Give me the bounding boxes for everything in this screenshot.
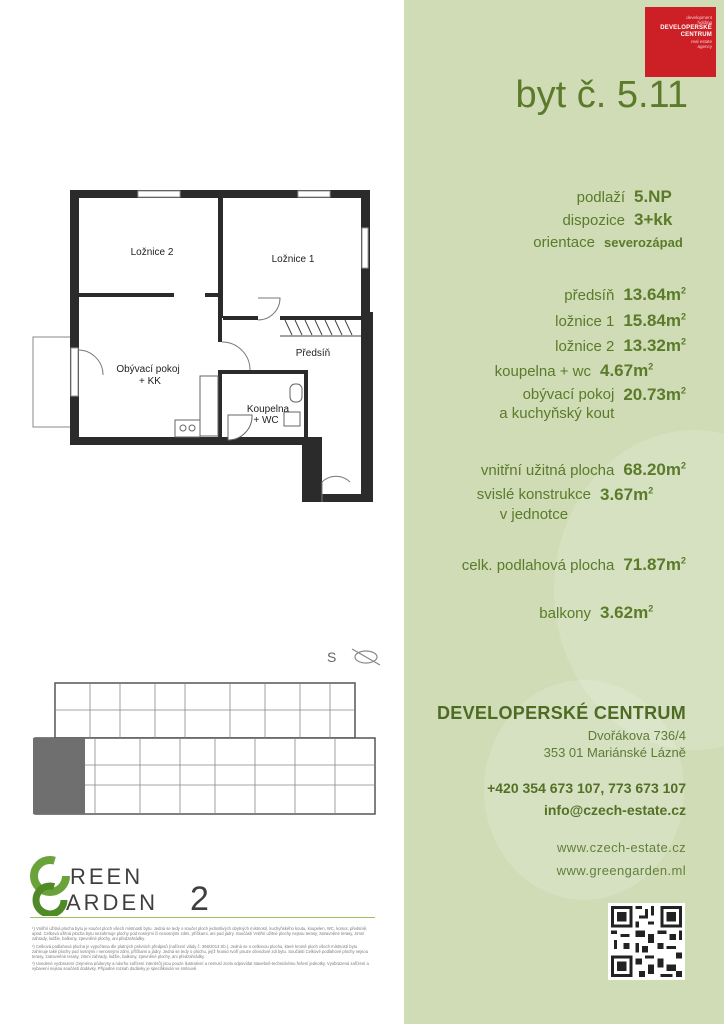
info-row-vnitrni bbox=[404, 460, 686, 480]
unit-sup: 2 bbox=[648, 361, 654, 372]
unit-sup: 2 bbox=[680, 385, 686, 396]
info-row-celk bbox=[404, 555, 686, 575]
info-label: vnitřní užitná plocha bbox=[480, 462, 615, 479]
logo-text: DEVELOPERSKÉ bbox=[660, 25, 712, 31]
logo-text: development bbox=[686, 15, 712, 20]
info-row-dispozice bbox=[404, 210, 686, 230]
walls bbox=[70, 190, 373, 502]
info-row-loznice2 bbox=[404, 336, 686, 356]
info-label: ložnice 1 bbox=[555, 313, 615, 330]
building-outline bbox=[35, 683, 375, 814]
company-address-city: 353 01 Mariánské Lázně bbox=[543, 745, 686, 760]
compass-icon bbox=[352, 649, 380, 665]
info-label: balkony bbox=[539, 605, 591, 622]
logo-text: CENTRUM bbox=[680, 32, 712, 38]
info-value: 13.32m bbox=[623, 336, 681, 355]
unit-sup: 2 bbox=[648, 603, 654, 614]
info-row-obyvaci bbox=[404, 385, 686, 423]
room-label-loznice1: Ložnice 1 bbox=[271, 254, 315, 265]
room-label-predsin: Předsíň bbox=[295, 348, 331, 359]
brand-number: 2 bbox=[190, 880, 209, 916]
brand-garden-text: ARDEN bbox=[66, 890, 159, 915]
info-row-koupelna bbox=[404, 361, 686, 381]
room-label-koupelna-wc: + WC bbox=[253, 415, 279, 426]
info-row-balkony bbox=[404, 603, 686, 623]
info-value: 68.20m bbox=[623, 460, 681, 479]
info-value: severozápad bbox=[604, 235, 683, 250]
info-value: 3.67m bbox=[600, 485, 649, 504]
kitchen-counter bbox=[175, 376, 218, 437]
info-value: 3.62m bbox=[600, 603, 649, 622]
info-row-orientace bbox=[404, 234, 686, 251]
company-phone[interactable]: +420 354 673 107, 773 673 107 bbox=[487, 780, 686, 796]
info-label: ložnice 2 bbox=[555, 338, 615, 355]
room-label-obyvaci-kk: + KK bbox=[139, 376, 161, 387]
logo-text: holding bbox=[697, 20, 712, 25]
info-value: 20.73m bbox=[623, 385, 681, 404]
info-row-predsin bbox=[404, 285, 686, 305]
unit-sup: 2 bbox=[680, 336, 686, 347]
project-website-link[interactable]: www.greengarden.ml bbox=[556, 863, 686, 878]
info-value: 13.64m bbox=[623, 285, 681, 304]
qr-code-icon[interactable] bbox=[608, 903, 685, 980]
divider bbox=[30, 917, 375, 918]
info-label: svislé konstrukce bbox=[476, 486, 591, 503]
room-label-obyvaci: Obývací pokoj bbox=[116, 364, 180, 375]
info-label: a kuchyňský kout bbox=[499, 405, 615, 422]
info-value: 15.84m bbox=[623, 311, 681, 330]
compass-label: S bbox=[327, 649, 337, 665]
balcony bbox=[33, 337, 73, 427]
developerske-centrum-logo bbox=[645, 7, 716, 77]
logo-text: agency bbox=[697, 44, 712, 49]
footnote-1: ¹) Vnitřní užitná plocha bytu je součet ploch všech místností bytu. Jedná se tedy o součet ploch jednotlivých obytných místností, kuchyňského koutu, koupelen, WC, komor, předsíně, apod. Celková užitná plocha bytu nezahrnuje plochy pod nosnými či nenosnými zdmi, příčkami, ani pod jádry. Součástí Vnitřní užitné plochy nejsou terasy, zatravněné terasy, zimní zahrady, lodžie, balkony, zpevněné plochy, ani předzahrádky. bbox=[32, 926, 368, 942]
unit-sup: 2 bbox=[680, 555, 686, 566]
unit-sup: 2 bbox=[680, 311, 686, 322]
wardrobe bbox=[280, 320, 361, 336]
logo-text: real estate bbox=[690, 39, 712, 44]
green-garden-logo bbox=[30, 856, 220, 916]
unit-sup: 2 bbox=[648, 485, 654, 496]
company-name: DEVELOPERSKÉ CENTRUM bbox=[436, 703, 686, 723]
info-row-svisle bbox=[404, 485, 686, 525]
footnote-3: ³) Uvedené vyobrazení (zejména půdorysy a návrhu zařízení interiérů) jsou pouze ilustrativní a nemusí zcela odpovídat stavebně-technickému řešení jednotky. Vyobrazená zařízení a vybavení nejsou součástí dodávky. Případné rozsah dodávky je specifikován ve smlouvě. bbox=[32, 961, 369, 972]
info-value: 71.87m bbox=[623, 555, 681, 574]
info-value: 3+kk bbox=[634, 210, 673, 229]
info-label: koupelna + wc bbox=[494, 363, 591, 380]
info-value: 5.NP bbox=[634, 187, 672, 206]
info-label: celk. podlahová plocha bbox=[461, 557, 615, 574]
info-label: předsíň bbox=[564, 287, 615, 304]
info-value: 4.67m bbox=[600, 361, 649, 380]
info-row-podlazi bbox=[404, 187, 686, 207]
room-label-loznice2: Ložnice 2 bbox=[130, 247, 174, 258]
info-label: dispozice bbox=[562, 212, 625, 229]
info-label: obývací pokoj bbox=[522, 386, 615, 403]
unit-sup: 2 bbox=[680, 285, 686, 296]
footnote-2: ²) Celková podlahová plocha je vypočtena dle platných právních předpisů (nařízení vlády č. 366/2013 Sb.). Jedná se o celkovou plochu, které kromě ploch všech místností bytu zahrnuje také plochy pod nosnými i nenosnými zdmi, příčkami a jádry. Jedná se tedy o plochu, jejíž hranici tvoří pouze obvodové zdi bytu. Součástí Celkové podlahové plochy nejsou terasy, zatravněné terasy, zimní zahrady, lodžie, balkony, zpevněné plochy, ani předzahrádky. bbox=[32, 943, 369, 960]
unit-sup: 2 bbox=[680, 460, 686, 471]
footnotes bbox=[32, 926, 372, 974]
brand-green-text: REEN bbox=[70, 864, 144, 889]
info-label: v jednotce bbox=[499, 506, 569, 523]
info-row-loznice1 bbox=[404, 311, 686, 331]
info-label: orientace bbox=[533, 234, 595, 251]
building-overview-plan bbox=[0, 635, 404, 835]
highlighted-unit bbox=[33, 738, 85, 814]
company-website-link[interactable]: www.czech-estate.cz bbox=[557, 840, 686, 855]
info-label: podlaží bbox=[576, 189, 625, 206]
company-address-street: Dvořákova 736/4 bbox=[587, 728, 686, 743]
company-email-link[interactable]: info@czech-estate.cz bbox=[543, 802, 686, 818]
room-label-koupelna: Koupelna bbox=[246, 404, 290, 415]
apartment-floorplan bbox=[0, 0, 404, 530]
apartment-title: byt č. 5.11 bbox=[515, 74, 688, 116]
